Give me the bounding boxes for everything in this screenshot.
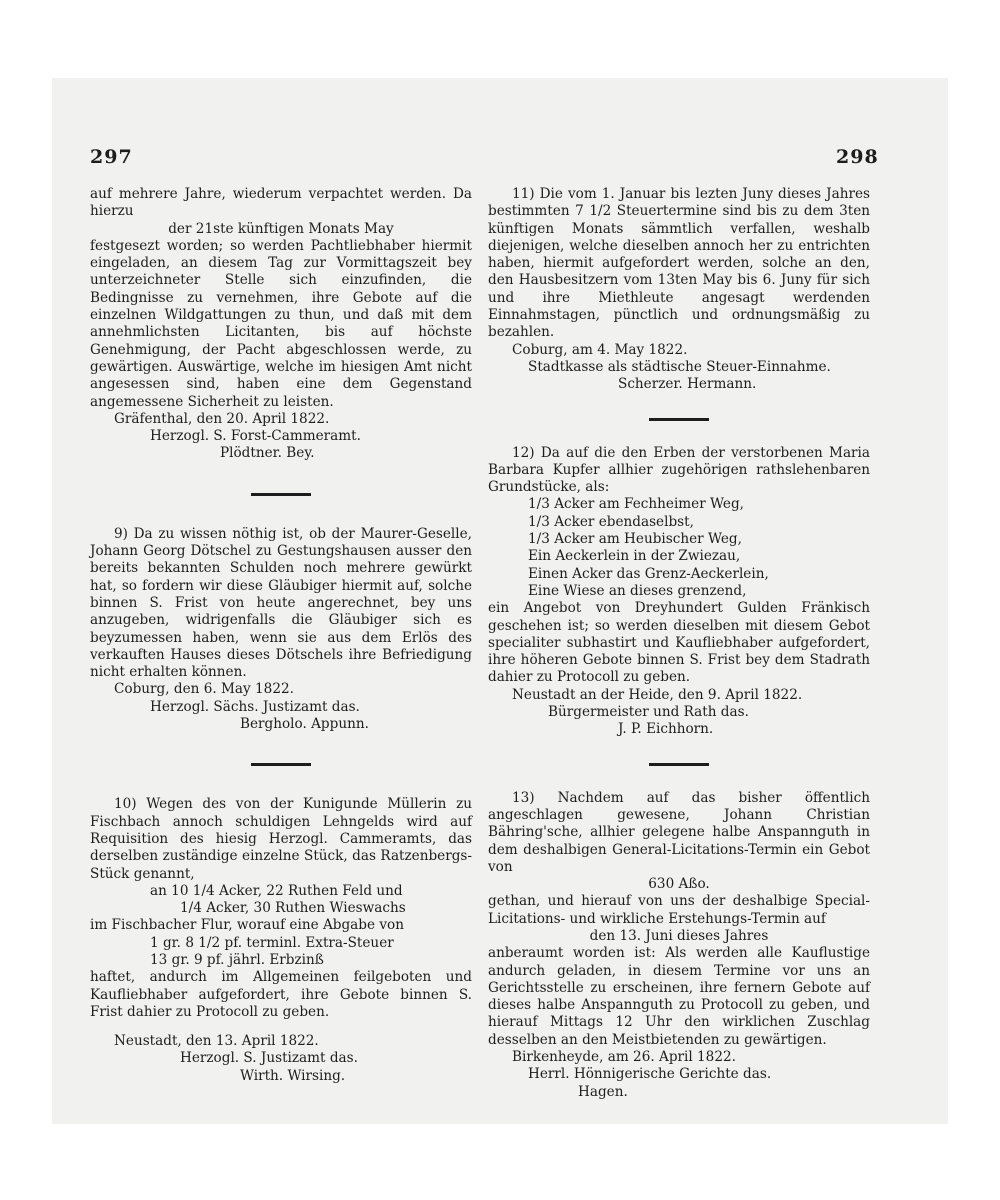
notice-12-parcel: Einen Acker das Grenz-Aeckerlein, (528, 565, 769, 582)
notice-10-body: 10) Wegen des von der Kunigunde Müllerin zu Fischbach annoch schuldigen Lehngelds wird auf Requisition des hiesig Herzogl. Cammeramts, das derselben zuständige einzelne Stück, das Ratzenbergs-Stück genannt, (90, 796, 472, 882)
notice-10-flur: im Fischbacher Flur, worauf eine Abgabe von (90, 917, 404, 934)
notice-11-place-date: Coburg, am 4. May 1822. (512, 341, 688, 358)
notice-13-authority: Herrl. Hönnigerische Gerichte das. (528, 1066, 772, 1083)
notice-10-place-date: Neustadt, den 13. April 1822. (114, 1033, 319, 1050)
notice-13-body: 13) Nachdem auf das bisher öffentlich angeschlagen gewesene, Johann Christian Bähring'sche, allhier gelegene halbe Anspannguth in dem deshalbigen General-Licitations-Termin ein Gebot von (488, 789, 870, 875)
right-column (488, 186, 870, 1101)
notice-13-bid: 630 Aßo. (648, 876, 710, 893)
notice-9-body: 9) Da zu wissen nöthig ist, ob der Maurer-Geselle, Johann Georg Dötschel zu Gestungshausen ausser den bereits bekannten Schulden noch mehrere gewürkt hat, so fordern wir diese Gläubiger hiermit auf, solche binnen S. Frist von heute angerechnet, bey uns anzugeben, widrigenfalls die Gläubiger sich es beyzumessen haben, wenn sie aus dem Erlös des verkauften Hauses dieses Dötschels ihre Befriedigung nicht erhalten können. (90, 525, 472, 681)
notice-12-signatures: J. P. Eichhorn. (618, 721, 714, 738)
notice-top-place-date: Gräfenthal, den 20. April 1822. (114, 410, 330, 427)
separator-rule (251, 763, 311, 766)
notice-13-signatures: Hagen. (578, 1083, 628, 1100)
notice-9-authority: Herzogl. Sächs. Justizamt das. (150, 698, 360, 715)
separator-rule (649, 418, 709, 421)
notice-12-place-date: Neustadt an der Heide, den 9. April 1822. (512, 686, 803, 703)
notice-top-signatures: Plödtner. Bey. (220, 445, 315, 462)
notice-11-authority: Stadtkasse als städtische Steuer-Einnahme. (528, 358, 831, 375)
notice-12-parcel: 1/3 Acker am Fechheimer Weg, (528, 496, 744, 513)
notice-12-body: 12) Da auf die den Erben der verstorbenen Maria Barbara Kupfer allhier zugehörigen rathslehenbaren Grundstücke, als: (488, 444, 870, 496)
notice-top-body: festgesezt worden; so werden Pachtliebhaber hiermit eingeladen, an diesem Tag zur Vormittagszeit bey unterzeichneter Stelle sich einzufinden, die Bedingnisse zu vernehmen, ihre Gebote auf die einzelnen Wildgattungen zu thun, und daß mit dem annehmlichsten Licitanten, bis auf höchste Genehmigung, der Pacht abgeschlossen werde, zu gewärtigen. Auswärtige, welche im hiesigen Amt nicht angesessen sind, haben eine dem Gegenstand angemessene Sicherheit zu leisten. (90, 237, 472, 410)
notice-top-line: auf mehrere Jahre, wiederum verpachtet werden. Da hierzu (90, 186, 472, 220)
left-column (90, 186, 472, 1085)
notice-12-parcel: 1/3 Acker ebendaselbst, (528, 513, 694, 530)
notice-11-signatures: Scherzer. Hermann. (618, 376, 757, 393)
separator-rule (649, 763, 709, 766)
notice-13-date: den 13. Juni dieses Jahres (589, 927, 769, 944)
notice-13-body-end: anberaumt worden ist: Als werden alle Kauflustige andurch geladen, in diesem Termine vor uns an Gerichtsstelle zu erscheinen, ihre fernern Gebote auf dieses halbe Anspannguth zu Protocoll zu geben, und hierauf Mittags 12 Uhr den wirklichen Zuschlag desselben an den Meistbietenden zu gewärtigen. (488, 945, 870, 1048)
notice-10-tax: 13 gr. 9 pf. jährl. Erbzinß (150, 951, 324, 968)
notice-12-body-end: ein Angebot von Dreyhundert Gulden Fränkisch geschehen ist; so werden dieselben mit diesem Gebot specialiter subhastirt und Kaufliebhaber aufgefordert, ihre höheren Gebote binnen S. Frist bey dem Stadrath dahier zu Protocoll zu geben. (488, 600, 870, 686)
notice-13-place-date: Birkenheyde, am 26. April 1822. (512, 1049, 736, 1066)
notice-10-tax: 1 gr. 8 1/2 pf. terminl. Extra-Steuer (150, 934, 394, 951)
notice-12-parcel: Eine Wiese an dieses grenzend, (528, 582, 747, 599)
notice-top-date-highlight: der 21ste künftigen Monats May (168, 220, 394, 237)
notice-10-authority: Herzogl. S. Justizamt das. (180, 1050, 358, 1067)
notice-11-body: 11) Die vom 1. Januar bis lezten Juny dieses Jahres bestimmten 7 1/2 Steuertermine sind bis zu dem 3ten künftigen Monats sämmtlich verfallen, weshalb diejenigen, welche dieselben annoch her zu entrichten haben, hiermit aufgefordert werden, solche an den, den Hausbesitzern vom 13ten May bis 6. Juny für sich und ihre Miethleute angesagt werdenden Einnahmstagen, pünctlich und ordnungsmäßig zu bezahlen. (488, 186, 870, 341)
notice-12-parcel: Ein Aeckerlein in der Zwiezau, (528, 548, 741, 565)
notice-12-parcel: 1/3 Acker am Heubischer Weg, (528, 531, 742, 548)
notice-10-body-end: haftet, andurch im Allgemeinen feilgeboten und Kaufliebhaber aufgefordert, ihre Gebote binnen S. Frist dahier zu Protocoll zu geben. (90, 969, 472, 1020)
notice-10-item: an 10 1/4 Acker, 22 Ruthen Feld und (150, 882, 403, 899)
page-number-left: 297 (90, 146, 133, 168)
notice-top-authority: Herzogl. S. Forst-Cammeramt. (150, 428, 361, 445)
notice-9-signatures: Bergholo. Appunn. (240, 716, 369, 733)
notice-10-signatures: Wirth. Wirsing. (240, 1067, 346, 1084)
page-number-right: 298 (836, 146, 879, 168)
notice-10-item: 1/4 Acker, 30 Ruthen Wieswachs (180, 900, 406, 917)
separator-rule (251, 493, 311, 496)
notice-12-authority: Bürgermeister und Rath das. (548, 704, 749, 721)
notice-9-place-date: Coburg, den 6. May 1822. (114, 681, 294, 698)
notice-13-body-mid: gethan, und hierauf von uns der deshalbige Special-Licitations- und wirkliche Erstehungs-Termin auf (488, 893, 870, 927)
